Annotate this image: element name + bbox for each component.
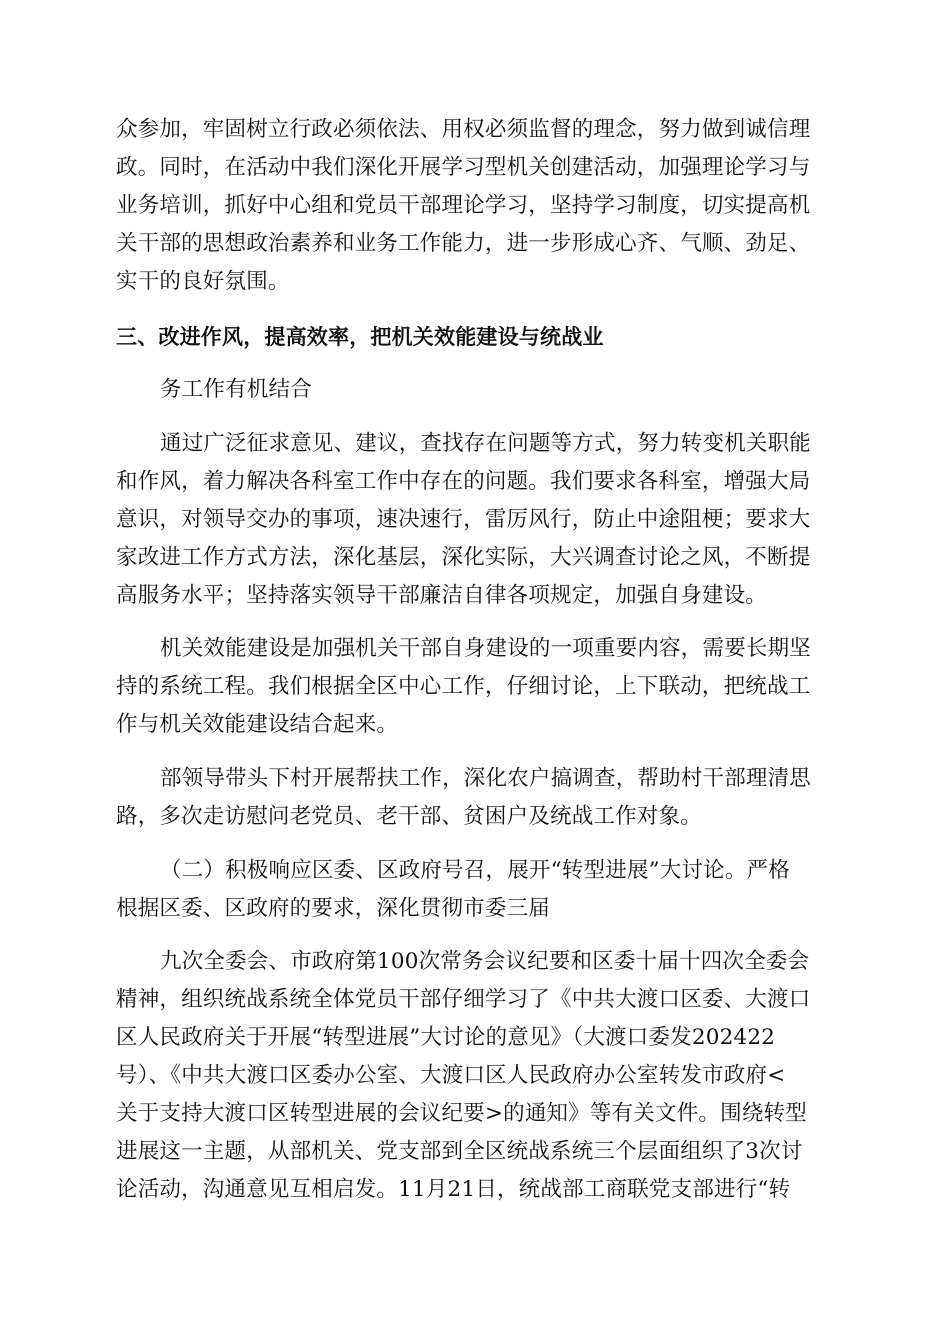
paragraph-line: 家改进工作方式方法，深化基层，深化实际，大兴调查讨论之风，不断提: [116, 545, 811, 570]
paragraph-line: 通过广泛征求意见、建议，查找存在问题等方式，努力转变机关职能: [160, 431, 812, 456]
paragraph-line: 业务培训，抓好中心组和党员干部理论学习，坚持学习制度，切实提高机: [116, 193, 811, 218]
paragraph-line: 实干的良好氛围。: [116, 269, 290, 294]
paragraph-line: 高服务水平；坚持落实领导干部廉洁自律各项规定，加强自身建设。: [116, 583, 768, 608]
paragraph-line: 论活动，沟通意见互相启发。11月21日，统战部工商联党支部进行“转: [116, 1177, 791, 1202]
paragraph-line: 精神，组织统战系统全体党员干部仔细学习了《中共大渡口区委、大渡口: [116, 987, 811, 1012]
paragraph-line: 根据区委、区政府的要求，深化贯彻市委三届: [116, 896, 551, 921]
paragraph-line: 作与机关效能建设结合起来。: [116, 712, 399, 737]
paragraph-line: 部领导带头下村开展帮扶工作，深化农户搞调查，帮助村干部理清思: [160, 766, 812, 791]
paragraph-line: 进展这一主题，从部机关、党支部到全区统战系统三个层面组织了3次讨: [116, 1139, 803, 1164]
paragraph-line: 众参加，牢固树立行政必须依法、用权必须监督的理念，努力做到诚信理: [116, 117, 811, 142]
paragraph-line: 机关效能建设是加强机关干部自身建设的一项重要内容，需要长期坚: [160, 636, 812, 661]
paragraph-line: 路，多次走访慰问老党员、老干部、贫困户及统战工作对象。: [116, 804, 702, 829]
section-heading-continuation: 务工作有机结合: [160, 377, 312, 402]
paragraph-line: 号）、《中共大渡口区委办公室、大渡口区人民政府办公室转发市政府<: [116, 1063, 786, 1088]
paragraph-line: 持的系统工程。我们根据全区中心工作，仔细讨论，上下联动，把统战工: [116, 674, 811, 699]
section-heading: 三、改进作风，提高效率，把机关效能建设与统战业: [116, 325, 604, 349]
paragraph-line: 区人民政府关于开展“转型进展”大讨论的意见》（大渡口委发202422: [116, 1025, 776, 1050]
paragraph-line: 意识，对领导交办的事项，速决速行，雷厉风行，防止中途阻梗；要求大: [116, 507, 811, 532]
paragraph-line: 和作风，着力解决各科室工作中存在的问题。我们要求各科室，增强大局: [116, 469, 811, 494]
paragraph-line: 关干部的思想政治素养和业务工作能力，进一步形成心齐、气顺、劲足、: [116, 231, 811, 256]
paragraph-line: （二）积极响应区委、区政府号召，展开“转型进展”大讨论。严格: [160, 858, 790, 883]
paragraph-line: 九次全委会、市政府第100次常务会议纪要和区委十届十四次全委会: [160, 949, 810, 974]
paragraph-line: 关于支持大渡口区转型进展的会议纪要>的通知》等有关文件。围绕转型: [116, 1101, 807, 1126]
paragraph-line: 政。同时，在活动中我们深化开展学习型机关创建活动，加强理论学习与: [116, 155, 811, 180]
